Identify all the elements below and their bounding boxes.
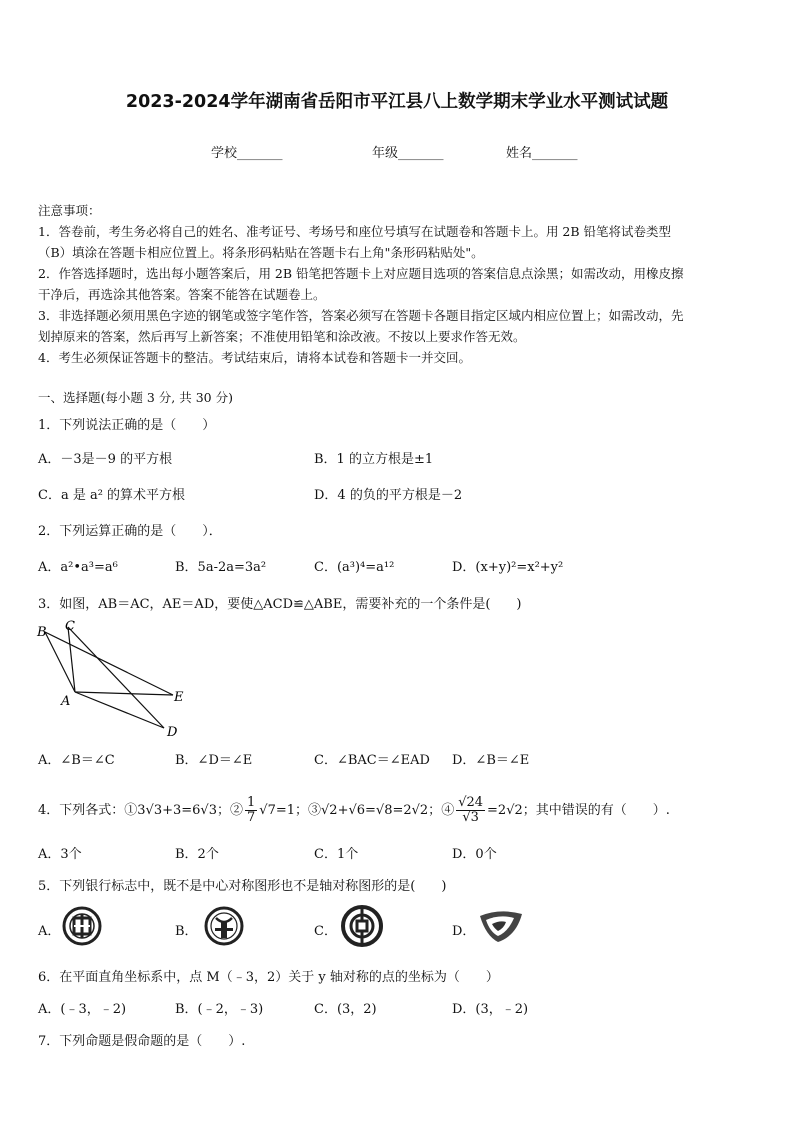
- question-4-lead: 4．下列各式：: [38, 803, 125, 818]
- question-4-option-d: D．0个: [452, 847, 497, 862]
- question-1-option-d: D．4 的负的平方根是－2: [314, 488, 463, 503]
- fraction-1-7: [245, 796, 257, 825]
- point-label-a: A: [61, 694, 71, 709]
- point-label-b: B: [37, 625, 47, 640]
- name-field: 姓名_______: [506, 146, 578, 161]
- question-3-option-b: B．∠D＝∠E: [175, 753, 253, 768]
- notice-line: 2．作答选择题时，选出每小题答案后，用 2B 铅笔把答题卡上对应题目选项的答案信息点涂黑；如需改动，用橡皮擦: [38, 266, 684, 281]
- question-5-option-b: B．: [175, 924, 198, 939]
- expression-1: ①3√3+3=6√3；: [124, 803, 230, 818]
- segment-cd: [68, 627, 164, 728]
- question-2-option-d: D．(x+y)²=x²+y²: [452, 560, 564, 575]
- fraction-numerator: √24: [458, 795, 484, 810]
- question-1-option-b: B．1 的立方根是±1: [314, 452, 434, 467]
- segment-ab: [45, 632, 75, 692]
- fraction-numerator: 1: [247, 795, 256, 810]
- question-3-option-d: D．∠B＝∠E: [452, 753, 530, 768]
- triangle-figure: [30, 615, 200, 743]
- grade-field: 年级_______: [372, 146, 444, 161]
- question-5-option-a: A．: [38, 924, 61, 939]
- question-6-stem: 6．在平面直角坐标系中，点 M（﹣3，2）关于 y 轴对称的点的坐标为（ ）: [38, 970, 499, 985]
- question-1-option-a: A．－3是－9 的平方根: [38, 452, 173, 467]
- fraction-denominator: 7: [247, 810, 256, 825]
- bank-logo-c-icon: [341, 905, 383, 947]
- notice-line: 1．答卷前，考生务必将自己的姓名、准考证号、考场号和座位号填写在试题卷和答题卡上。用 2B 铅笔将试卷类型: [38, 224, 672, 239]
- question-2-option-c: C．(a³)⁴=a¹²: [314, 560, 395, 575]
- fraction-denominator: √3: [462, 810, 479, 825]
- bank-logo-a-icon: [62, 906, 102, 946]
- question-2-stem: 2．下列运算正确的是（ ）．: [38, 524, 222, 539]
- question-2-option-a: A．a²•a³=a⁶: [38, 560, 118, 575]
- question-4-option-c: C．1个: [314, 847, 359, 862]
- segment-ae: [75, 692, 173, 695]
- question-6-option-b: B．(﹣2，﹣3): [175, 1002, 264, 1017]
- bank-logo-d-icon: [476, 906, 526, 946]
- question-5-option-c: C．: [314, 924, 337, 939]
- question-6-option-a: A．(﹣3，﹣2): [38, 1002, 127, 1017]
- expression-2: √7=1；: [259, 803, 309, 818]
- notice-line: 3．非选择题必须用黑色字迹的钢笔或签字笔作答，答案必须写在答题卡各题目指定区域内相应位置上；如需改动，先: [38, 308, 684, 323]
- question-4-option-b: B．2个: [175, 847, 219, 862]
- question-6-option-c: C．(3，2): [314, 1002, 377, 1017]
- section-heading: 一、选择题(每小题 3 分, 共 30 分): [38, 390, 233, 405]
- notice-line: 干净后，再选涂其他答案。答案不能答在试题卷上。: [38, 287, 326, 302]
- question-2-option-b: B．5a-2a=3a²: [175, 560, 267, 575]
- notice-line: （B）填涂在答题卡相应位置上。将条形码粘贴在答题卡右上角"条形码粘贴处"。: [38, 245, 484, 260]
- expression-4: =2√2；其中错误的有（ ）.: [487, 803, 670, 818]
- question-5-option-d: D．: [452, 924, 476, 939]
- question-4-option-a: A．3个: [38, 847, 82, 862]
- notice-line: 4．考生必须保证答题卡的整洁。考试结束后，请将本试卷和答题卡一并交回。: [38, 350, 471, 365]
- question-1-option-c: C．a 是 a² 的算术平方根: [38, 488, 186, 503]
- expression-3: ③√2+√6=√8=2√2；: [308, 803, 442, 818]
- segment-ac: [68, 627, 75, 692]
- bank-logo-b-icon: [204, 906, 244, 946]
- expression-4-marker: ④: [441, 803, 455, 818]
- question-1-stem: 1．下列说法正确的是（ ）: [38, 418, 216, 433]
- question-4-stem: [38, 796, 670, 825]
- school-field: 学校_______: [211, 146, 283, 161]
- question-3-option-c: C．∠BAC＝∠EAD: [314, 753, 430, 768]
- question-7-stem: 7．下列命题是假命题的是（ ）.: [38, 1034, 246, 1049]
- expression-2-marker: ②: [230, 803, 244, 818]
- point-label-c: C: [65, 619, 75, 634]
- point-label-d: D: [167, 725, 178, 740]
- notice-heading: 注意事项：: [38, 203, 101, 218]
- notice-line: 划掉原来的答案，然后再写上新答案；不准使用铅笔和涂改液。不按以上要求作答无效。: [38, 329, 526, 344]
- question-5-stem: 5．下列银行标志中，既不是中心对称图形也不是轴对称图形的是( ): [38, 879, 447, 894]
- page-title: 2023-2024学年湖南省岳阳市平江县八上数学期末学业水平测试试题: [125, 92, 669, 112]
- point-label-e: E: [174, 690, 184, 705]
- segment-ad: [75, 692, 164, 728]
- segment-be: [45, 632, 173, 695]
- fraction-sqrt24-sqrt3: [456, 796, 485, 825]
- question-3-stem: 3．如图，AB＝AC，AE＝AD，要使△ACD≌△ABE，需要补充的一个条件是( ): [38, 597, 522, 612]
- question-6-option-d: D．(3，﹣2): [452, 1002, 529, 1017]
- question-3-option-a: A．∠B＝∠C: [38, 753, 115, 768]
